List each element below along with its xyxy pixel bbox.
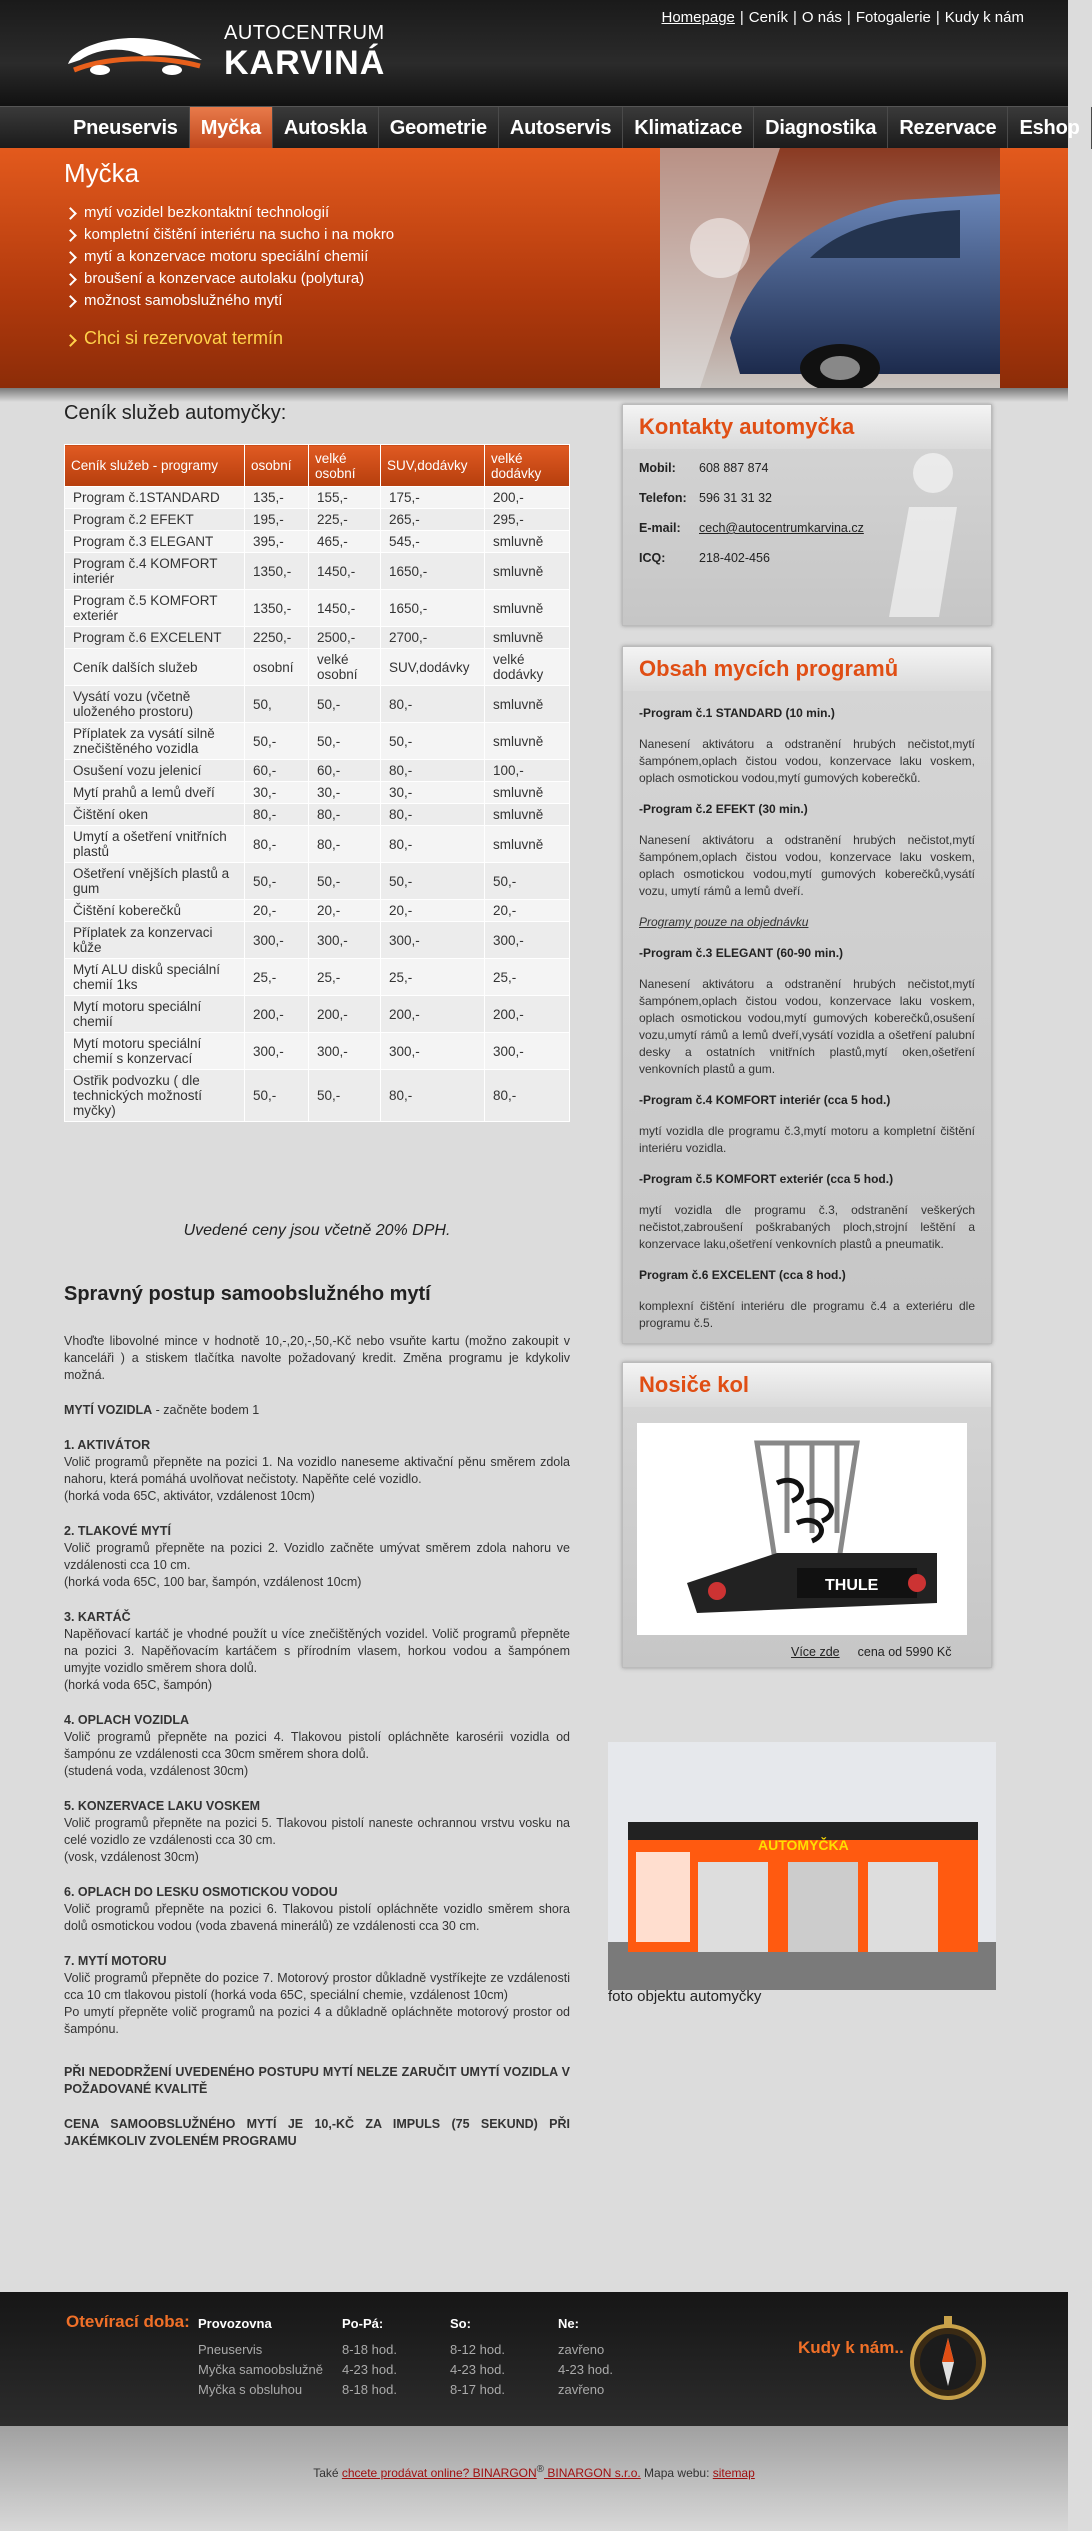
table-cell: 300,- [485,1033,570,1070]
guide-step-note: Po umytí přepněte volič programů na pozici 4 a důkladně opláchněte motorový prostor od šampónu. [64,2005,570,2036]
guide-step-note: (horká voda 65C, šampón) [64,1678,212,1692]
nav-item-mycka[interactable]: Myčka [190,107,273,149]
table-cell: 50,- [381,723,485,760]
table-row [65,531,570,553]
contact-email [639,521,864,535]
info-icon [869,451,969,621]
table-cell: 300,- [381,922,485,959]
programs-box [622,646,992,1344]
table-cell: 295,- [485,509,570,531]
top-link-homepage[interactable]: Homepage [661,9,735,26]
table-cell: 100,- [485,760,570,782]
table-cell: 50,- [309,863,381,900]
guide-step [64,1953,570,2038]
table-cell: 80,- [309,826,381,863]
table-cell: 545,- [381,531,485,553]
guide-step-note: (horká voda 65C, aktivátor, vzdálenost 10cm) [64,1489,315,1503]
guide-title: Spravný postup samoobslužného mytí [64,1283,431,1305]
program-title: -Program č.3 ELEGANT (60-90 min.) [639,946,844,960]
hours-value: 8-18 hod. [342,2382,397,2397]
table-cell: smluvně [485,590,570,627]
guide-step [64,1798,570,1866]
table-cell: 300,- [245,1033,309,1070]
table-cell: 50,- [309,686,381,723]
program-description: Nanesení aktivátoru a odstranění hrubých nečistot,mytí šampónem,oplach čistou vodou, konzervace laku voskem, oplach osmotickou vodou,mytí gumových koberečků,vysátí vozu, umytí rámů a lemů dveří. [639,833,975,898]
guide-step-text: Volič programů přepněte na pozici 1. Na vozidlo naneseme aktivační pěnu směrem zdola nahoru, která pomáhá uvolňovat nečistoty. Napěňte celé vozidlo. [64,1455,570,1486]
hero-bullet: kompletní čištění interiéru na sucho i na mokro [64,224,394,246]
table-cell: 50,- [245,1070,309,1122]
table-cell: Mytí motoru speciální chemií [65,996,245,1033]
table-cell: 25,- [381,959,485,996]
logo[interactable] [64,22,386,84]
table-cell: smluvně [485,553,570,590]
table-cell: velké osobní [309,649,381,686]
table-cell: 300,- [381,1033,485,1070]
table-cell: 50,- [245,723,309,760]
guide-step-text: Volič programů přepněte na pozici 5. Tlakovou pistolí naneste ochrannou vrstvu vosku na celé vozidlo ze vzdálenosti cca 30 cm. [64,1816,570,1847]
hours-column-header: Provozovna [198,2316,272,2331]
table-cell: 265,- [381,509,485,531]
table-cell: 80,- [381,1070,485,1122]
hours-value: 4-23 hod. [342,2362,397,2377]
binargon-link[interactable]: BINARGON [469,2466,537,2480]
sitemap-link[interactable]: sitemap [712,2466,755,2480]
table-cell: 195,- [245,509,309,531]
table-cell: Program č.6 EXCELENT [65,627,245,649]
table-header: velké osobní [309,445,381,487]
footer-bottom-text [0,2464,1068,2480]
bikes-price: cena od 5990 Kč [857,1645,952,1659]
hours-value: 4-23 hod. [558,2362,613,2377]
table-cell: 80,- [381,760,485,782]
table-cell: 80,- [381,804,485,826]
table-cell: 1450,- [309,590,381,627]
logo-line2: KARVINÁ [224,44,386,82]
table-cell: Mytí motoru speciální chemií s konzervací [65,1033,245,1070]
contact-icq-value: 218-402-456 [699,551,770,565]
table-row [65,509,570,531]
table-cell: 50,- [309,723,381,760]
nav-item-rezervace[interactable]: Rezervace [888,107,1008,149]
nav-item-autoskla[interactable]: Autoskla [273,107,379,149]
table-cell: 50, [245,686,309,723]
guide-step-note: (studená voda, vzdálenost 30cm) [64,1764,249,1778]
guide-step-text: Napěňovací kartáč je vhodné použít u více znečištěných vozidel. Volič programů přepněte na pozici 3. Napěňovacím kartáčem s přírodním vlasem, horkou vodou a šampónem umyjte vozidlo směrem shora dolů. [64,1627,570,1675]
table-cell: smluvně [485,531,570,553]
table-cell: SUV,dodávky [381,649,485,686]
table-row [65,863,570,900]
program-title: -Program č.5 KOMFORT exteriér (cca 5 hod.) [639,1172,894,1186]
table-cell: Příplatek za konzervaci kůže [65,922,245,959]
hours-value: zavřeno [558,2382,605,2397]
hours-value: Pneuservis [198,2342,263,2357]
guide-intro: Vhoďte libovolné mince v hodnotě 10,-,20,-,50,-Kč nebo vsuňte kartu (možno zakoupit v kanceláři ) a stiskem tlačítka navolte požadovaný kredit. Změna programu je kdykoliv možná. [64,1334,570,1382]
top-link-kudy[interactable]: Kudy k nám [944,9,1024,26]
guide-step [64,1437,570,1505]
bikes-more [791,1645,969,1659]
hero-bullets [64,202,394,312]
guide-step-text: Volič programů přepněte do pozice 7. Motorový prostor důkladně vystříkejte ze vzdálenosti cca 10 cm tlakovou pistolí (horká voda 65C, speciální chemie, vzdálenost 10cm) [64,1971,570,2002]
hours-column [198,2314,323,2400]
nav-item-pneuservis[interactable]: Pneuservis [62,107,190,149]
table-cell: Mytí ALU disků speciální chemií 1ks [65,959,245,996]
hours-column [450,2314,505,2400]
table-cell: 1350,- [245,553,309,590]
price-list-title: Ceník služeb automyčky: [64,402,287,424]
table-cell: 200,- [245,996,309,1033]
footer-bottom [0,2426,1068,2531]
table-cell: 300,- [485,922,570,959]
guide-step-note: (vosk, vzdálenost 30cm) [64,1850,199,1864]
hero-bullet: možnost samobslužného mytí [64,290,394,312]
header [0,0,1068,106]
hours-column [342,2314,397,2400]
table-cell: 200,- [309,996,381,1033]
table-cell: 135,- [245,487,309,509]
table-row [65,1033,570,1070]
guide-step-title: 5. KONZERVACE LAKU VOSKEM [64,1799,261,1813]
guide-warning-2: CENA SAMOOBSLUŽNÉHO MYTÍ JE 10,-KČ ZA IMPULS (75 SEKUND) PŘI JAKÉMKOLIV ZVOLENÉM PROGRAMU [64,2117,570,2148]
table-cell: osobní [245,649,309,686]
hero-title: Myčka [64,158,140,188]
table-cell: Čištění koberečků [65,900,245,922]
top-links: Homepage | Ceník | O nás | Fotogalerie | Kudy k nám [661,9,1024,26]
footer-text-e: Mapa webu: [640,2466,713,2480]
program-title: -Program č.1 STANDARD (10 min.) [639,706,835,720]
table-header: Ceník služeb - programy [65,445,245,487]
directions-link[interactable]: Kudy k nám.. [798,2338,904,2357]
table-cell: 200,- [485,487,570,509]
hours-value: zavřeno [558,2342,605,2357]
table-row [65,959,570,996]
table-cell: smluvně [485,627,570,649]
guide-step-text: Volič programů přepněte na pozici 4. Tlakovou pistolí opláchněte karosérii vozidla od šampónu ze vzdálenosti cca 30cm směrem shora dolů. [64,1730,570,1761]
brand-logo: THULE [825,1577,879,1594]
table-cell: Program č.5 KOMFORT exteriér [65,590,245,627]
hero-bullet: mytí a konzervace motoru speciální chemií [64,246,394,268]
car-wash-photo [660,148,1000,388]
table-cell: 30,- [309,782,381,804]
table-cell: 1650,- [381,590,485,627]
table-cell: 25,- [309,959,381,996]
table-cell: 30,- [245,782,309,804]
table-cell: Ceník dalších služeb [65,649,245,686]
table-cell: 50,- [381,863,485,900]
table-cell: 30,- [381,782,485,804]
table-cell: 60,- [245,760,309,782]
programs-title: Obsah mycích programů [623,647,991,691]
table-row [65,922,570,959]
divider [0,388,1068,402]
program-description: komplexní čištění interiéru dle programu č.4 a exteriéru dle programu č.5. [639,1299,975,1330]
contact-phone-value: 596 31 31 32 [699,491,772,505]
table-row [65,627,570,649]
guide-step-title: 2. TLAKOVÉ MYTÍ [64,1524,171,1538]
table-cell: Program č.2 EFEKT [65,509,245,531]
table-cell: 50,- [309,1070,381,1122]
opening-hours-label: Otevírací doba: [66,2312,190,2331]
table-cell: 1450,- [309,553,381,590]
table-row [65,487,570,509]
contact-phone-label: Telefon: [639,491,687,505]
contact-mobile-value: 608 887 874 [699,461,769,475]
table-cell: 465,- [309,531,381,553]
table-cell: 175,- [381,487,485,509]
table-cell: 200,- [381,996,485,1033]
contact-mobile [639,461,769,475]
reservation-link[interactable]: Chci si rezervovat termín [64,328,283,349]
table-cell: Program č.1STANDARD [65,487,245,509]
table-row [65,1070,570,1122]
table-cell: 50,- [245,863,309,900]
guide-start-bold: MYTÍ VOZIDLA [64,1403,153,1417]
table-row [65,804,570,826]
bike-carrier-image[interactable] [637,1423,967,1635]
table-cell: smluvně [485,723,570,760]
registered-mark: ® [536,2464,545,2475]
bikes-title: Nosiče kol [623,1363,991,1407]
guide-step-title: 1. AKTIVÁTOR [64,1438,151,1452]
sell-online-link[interactable]: chcete prodávat online? [341,2466,470,2480]
table-row [65,686,570,723]
table-cell: 395,- [245,531,309,553]
table-cell: 25,- [245,959,309,996]
hours-column [558,2314,613,2400]
contact-email-link[interactable]: cech@autocentrumkarvina.cz [699,521,864,535]
guide-start [64,1402,570,1419]
bikes-more-link[interactable]: Více zde [791,1645,840,1659]
guide-start-text: - začněte bodem 1 [152,1403,260,1417]
station-photo[interactable] [608,1742,996,1990]
table-cell: smluvně [485,686,570,723]
logo-line1: AUTOCENTRUM [224,22,385,44]
table-row [65,900,570,922]
guide-step-note: (horká voda 65C, 100 bar, šampón, vzdálenost 10cm) [64,1575,362,1589]
table-cell: 80,- [381,826,485,863]
table-cell: 80,- [245,804,309,826]
table-cell: Program č.3 ELEGANT [65,531,245,553]
table-cell: 20,- [485,900,570,922]
table-row [65,590,570,627]
table-cell: smluvně [485,826,570,863]
contact-title: Kontakty automyčka [623,405,991,449]
top-link-cenik[interactable]: Ceník [748,9,788,26]
hero-bullet: broušení a konzervace autolaku (polytura) [64,268,394,290]
program-title: -Program č.4 KOMFORT interiér (cca 5 hod.) [639,1093,891,1107]
nav-item-eshop[interactable]: Eshop [1008,107,1091,149]
table-row [65,996,570,1033]
table-cell: 300,- [309,922,381,959]
table-cell: Čištění oken [65,804,245,826]
table-cell: smluvně [485,804,570,826]
hero-bullet: mytí vozidel bezkontaktní technologií [64,202,394,224]
guide-step-title: 4. OPLACH VOZIDLA [64,1713,190,1727]
table-header: SUV,dodávky [381,445,485,487]
hours-column-header: Po-Pá: [342,2316,384,2331]
program-description: Nanesení aktivátoru a odstranění hrubých nečistot,mytí šampónem,oplach čistou vodou, konzervace laku voskem, oplach osmotickou vodou,mytí gumových koberečků,osušení vozu,umytí rámů a lemů dveří,vysátí vozidla a ošetření palubní desky a ostatních vnitřních plastů,mytí oken,ošetření venkovních plastů a gum. [639,977,975,1076]
station-sign: AUTOMYČKA [758,1837,849,1853]
table-cell: 20,- [381,900,485,922]
table-cell: smluvně [485,782,570,804]
nav-item-geometrie[interactable]: Geometrie [379,107,499,149]
table-cell: Program č.4 KOMFORT interiér [65,553,245,590]
table-cell: 50,- [485,863,570,900]
table-cell: 60,- [309,760,381,782]
guide-step-title: 7. MYTÍ MOTORU [64,1954,167,1968]
hours-column-header: Ne: [558,2316,579,2331]
table-cell: 155,- [309,487,381,509]
table-cell: 300,- [245,922,309,959]
car-logo-icon [64,30,206,78]
hours-value: 8-12 hod. [450,2342,505,2357]
hours-value: Myčka samoobslužně [198,2362,323,2377]
guide-step-text: Volič programů přepněte na pozici 6. Tlakovou pistolí opláchněte vozidlo směrem shora dolů osmotickou vodou (voda zbavená minerálů) ze vzdálenosti cca 30 cm. [64,1902,570,1933]
table-cell: velké dodávky [485,649,570,686]
guide-warning-1: PŘI NEDODRŽENÍ UVEDENÉHO POSTUPU MYTÍ NELZE ZARUČIT UMYTÍ VOZIDLA V POŽADOVANÉ KVALITĚ [64,2065,570,2096]
guide-step-title: 3. KARTÁČ [64,1610,131,1624]
table-cell: 2700,- [381,627,485,649]
guide-step [64,1523,570,1591]
main-nav [0,106,1080,148]
table-header: velké dodávky [485,445,570,487]
contact-icq-label: ICQ: [639,551,666,565]
self-service-guide [64,1283,570,2168]
program-title: -Program č.2 EFEKT (30 min.) [639,802,808,816]
table-row [65,723,570,760]
table-cell: Osušení vozu jelenicí [65,760,245,782]
footer [0,2292,1068,2426]
program-description: mytí vozidla dle programu č.3, odstranění veškerých nečistot,zabroušení poškrabaných ploch,strojní leštění a konzervace laku,ošetření venkovních plastů a pneumatik. [639,1203,975,1251]
contact-phone [639,491,772,505]
table-cell: Mytí prahů a lemů dveří [65,782,245,804]
table-cell: 80,- [381,686,485,723]
program-description: Nanesení aktivátoru a odstranění hrubých nečistot,mytí šampónem,oplach čistou vodou, konzervace laku voskem, oplach osmotickou vodou,mytí gumových koberečků. [639,737,975,785]
contact-icq [639,551,770,565]
table-row [65,782,570,804]
table-cell: Ošetření vnějších plastů a gum [65,863,245,900]
table-row [65,553,570,590]
table-header: osobní [245,445,309,487]
hours-column-header: So: [450,2316,471,2331]
guide-step [64,1884,570,1935]
table-cell: 20,- [309,900,381,922]
footer-text-a: Také [313,2466,342,2480]
table-cell: 300,- [309,1033,381,1070]
table-row [65,826,570,863]
table-cell: 80,- [485,1070,570,1122]
compass-icon[interactable] [908,2302,988,2418]
table-cell: 80,- [309,804,381,826]
binargon-company-link[interactable]: BINARGON s.r.o. [544,2466,641,2480]
nav-item-diagnostika[interactable]: Diagnostika [754,107,888,149]
table-cell: 225,- [309,509,381,531]
table-row [65,760,570,782]
table-cell: Příplatek za vysátí silně znečištěného vozidla [65,723,245,760]
table-cell: Ostřik podvozku ( dle technických možností myčky) [65,1070,245,1122]
program-title: Program č.6 EXCELENT (cca 8 hod.) [639,1268,846,1282]
hours-value: 8-18 hod. [342,2342,397,2357]
table-cell: 80,- [245,826,309,863]
contact-email-label: E-mail: [639,521,681,535]
bike-carrier-box [622,1362,992,1668]
hours-value: 4-23 hod. [450,2362,505,2377]
table-cell: 1350,- [245,590,309,627]
guide-step [64,1609,570,1694]
contact-mobile-label: Mobil: [639,461,676,475]
top-link-o-nas[interactable]: O nás [801,9,842,26]
table-cell: Umytí a ošetření vnitřních plastů [65,826,245,863]
table-row [65,649,570,686]
table-cell: 2250,- [245,627,309,649]
guide-step [64,1712,570,1780]
hours-value: 8-17 hod. [450,2382,505,2397]
table-cell: Vysátí vozu (včetně uloženého prostoru) [65,686,245,723]
guide-step-title: 6. OPLACH DO LESKU OSMOTICKOU VODOU [64,1885,338,1899]
hours-value: Myčka s obsluhou [198,2382,303,2397]
table-cell: 1650,- [381,553,485,590]
price-table [64,444,570,1122]
vat-note: Uvedené ceny jsou včetně 20% DPH. [183,1222,451,1239]
guide-step-text: Volič programů přepněte na pozici 2. Vozidlo začněte umývat směrem zdola nahoru ve vzdálenosti cca 10 cm. [64,1541,570,1572]
table-cell: 200,- [485,996,570,1033]
table-cell: 20,- [245,900,309,922]
table-cell: 2500,- [309,627,381,649]
table-cell: 25,- [485,959,570,996]
station-caption: foto objektu automyčky [608,1988,762,2005]
nav-item-klimatizace[interactable]: Klimatizace [623,107,754,149]
nav-item-autoservis[interactable]: Autoservis [499,107,623,149]
top-link-fotogalerie[interactable]: Fotogalerie [855,9,931,26]
program-description: mytí vozidla dle programu č.3,mytí motoru a kompletní čištění interiéru vozidla. [639,1124,975,1155]
programs-note: Programy pouze na objednávku [639,915,809,929]
contact-box [622,404,992,626]
